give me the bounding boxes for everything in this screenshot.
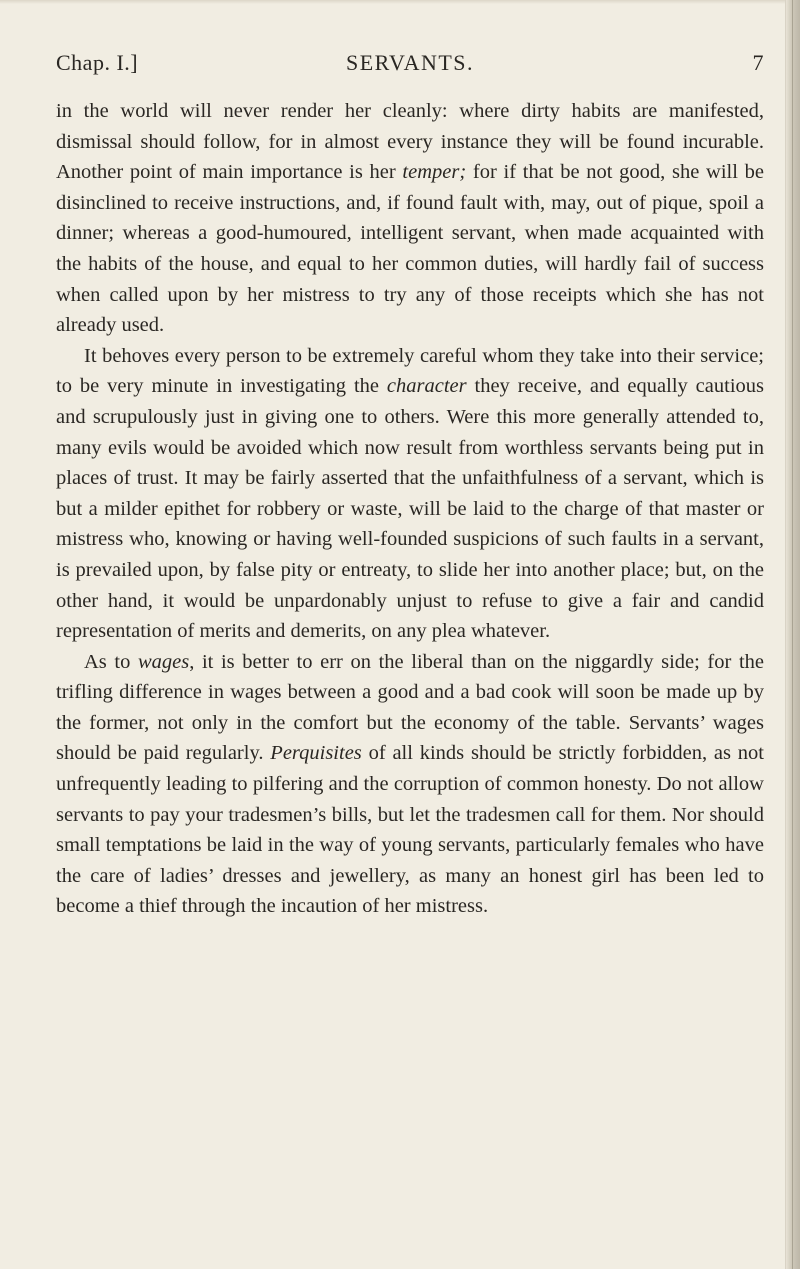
- italic-term-perquisites: Perquisites: [270, 742, 362, 765]
- text-run: for if that be not good, she will be disinclined to receive instructions, and, if found fault with, may, out of pique, spoil a dinner; whereas a good-humoured, intelligent servant, when made acquainted with the habits of the house, and equal to her common duties, will hardly fail of success when called upon by her mistress to try any of those receipts which she has not already used.: [56, 161, 764, 337]
- text-run: of all kinds should be strictly forbidden, as not unfrequently leading to pilfering and the corruption of common honesty. Do not allow servants to pay your tradesmen’s bills, but let the tradesmen call for them. Nor should small temptations be laid in the way of young servants, particularly females who have the care of ladies’ dresses and jewellery, as many an honest girl has been led to become a thief through the incaution of her mistress.: [56, 742, 764, 918]
- text-run: in the world will never render her cleanly: where dirty habits are manifested, dismissal should follow, for in almost every instance they will be found incurable. Another point of main importance is her: [56, 100, 764, 184]
- page-number: 7: [752, 50, 764, 75]
- page-edge-line: [792, 0, 793, 1269]
- running-head: [56, 50, 764, 84]
- chapter-label: Chap. I.]: [56, 50, 139, 75]
- paragraph-2: [56, 341, 764, 647]
- running-title: SERVANTS.: [345, 50, 475, 75]
- body-text: [56, 96, 764, 922]
- italic-term-wages: wages: [137, 650, 190, 673]
- text-run: , it is better to err on the liberal than on the niggardly side; for the trifling difference in wages between a good and a bad cook will soon be made up by the former, not only in the comfort but the economy of the table. Servants’ wages should be paid regularly.: [56, 650, 764, 765]
- text-run: As to: [84, 650, 138, 673]
- page-edge: [785, 0, 800, 1269]
- paragraph-1: [56, 96, 764, 341]
- text-run: they receive, and equally cautious and scrupulously just in giving one to others. Were this more generally attended to, many evils would be avoided which now result from worthless servants being put in places of trust. It may be fairly asserted that the unfaithfulness of a servant, which is but a milder epithet for robbery or waste, will be laid to the charge of that master or mistress who, knowing or having well-founded suspicions of such faults in a servant, is prevailed upon, by false pity or entreaty, to slide her into another place; but, on the other hand, it would be unpardonably unjust to refuse to give a fair and candid representation of merits and demerits, on any plea whatever.: [56, 375, 764, 643]
- text-run: It behoves every person to be extremely careful whom they take into their service; to be very minute in investigating the: [56, 344, 764, 398]
- page-top-shadow: [0, 0, 786, 4]
- italic-term-temper: temper;: [402, 161, 467, 184]
- italic-term-character: character: [386, 375, 467, 398]
- paragraph-3: [56, 647, 764, 922]
